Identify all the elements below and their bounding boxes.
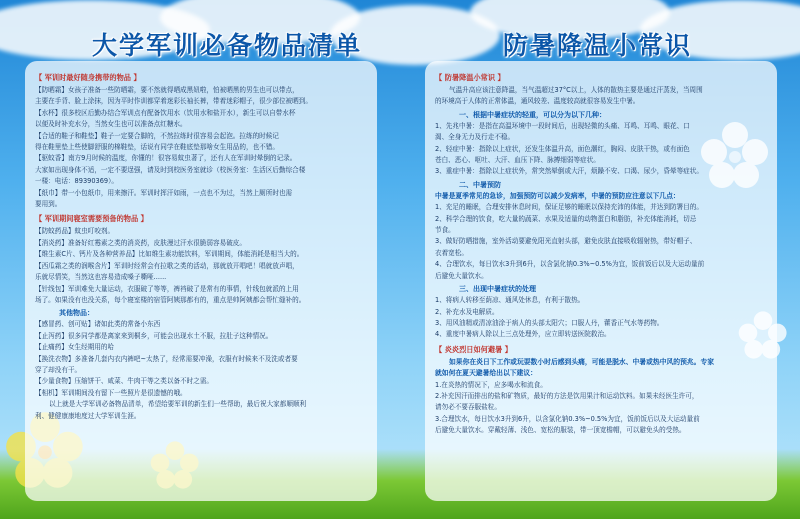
emphasis-line: 如果你在炎日下工作或玩耍数小时后感到头痛，可能是脱水、中暑或热中风的预兆。专家 — [449, 357, 715, 366]
text-line: 的环境高于人体的正常体温，通风较差、温度较高就很容易发生中暑。 — [435, 97, 640, 106]
left-title: 大学军训必备物品清单 — [92, 31, 363, 60]
text-line: 后避免大量饮水。穿戴轻薄、浅色、宽松的服装，带一顶宽檐帽，可以避免头的受热。 — [435, 426, 686, 435]
text-line: 苍白、恶心、呕吐、大汗、血压下降、脉搏细弱等症状。 — [435, 156, 600, 165]
text-line: 1.在炎热的情况下，应多喝水和流食。 — [435, 380, 547, 389]
text-line: 要用到。 — [35, 200, 62, 209]
text-line: 1、充足的睡眠，合理安排休息时间，保证足够的睡眠以保持充沛的体能，并达到防署目的。 — [435, 203, 703, 212]
right-title: 防暑降温小常识 — [503, 31, 693, 60]
text-line: 【西瓜霜之类的润喉含片】军训时经常会有拉歌之类的活动，那就放开唱吧！唱就放声唱， — [35, 261, 299, 270]
subsection-heading: 一、根据中暑症状的轻重，可以分为以下几种： — [459, 110, 606, 119]
text-line: 大家如出现身体不适，一定不要逞强，请及时到校医务室就诊（校医务室：生活区后勤综合楼 — [35, 165, 306, 174]
text-line: 3、做好防晒措施，室外活动要避免阳光直射头部，避免皮肤直接吸收辐射热，带好帽子、 — [435, 237, 697, 246]
text-line: 【驱蚊香】南方9月时候的温度，你懂的！很容易蚊虫著了，还有人在军训时晕倒的记录。 — [35, 154, 297, 163]
text-line: 2、科学合理的饮食，吃大量的蔬菜、水果及适量的动物蛋白和脂肪，补充体能消耗，切忌 — [435, 214, 697, 223]
text-line: 【防蚊药品】蚊虫叮咬剂。 — [35, 227, 115, 236]
text-line: 【相机】军训期间没有留下一些照片是很遗憾的哦。 — [35, 388, 187, 397]
text-line: 渴、全身无力及行走不稳。 — [435, 133, 515, 142]
text-line: 【感冒药、创可贴】诸如此类的常备小东西 — [35, 320, 161, 329]
text-line: 乐就尽情笑，当然这也容易造成嗓子嘶哑...... — [35, 273, 167, 282]
text-line: 【防晒霜】女孩子准备一些防晒霜，要不然就得晒成黑妞啦，怕被晒黑的男生也可以带点， — [35, 86, 299, 94]
text-line: 【止痛药】女生经期用的哈 — [35, 343, 115, 352]
text-line: 2、补充水及电解质。 — [435, 307, 499, 316]
text-line: 一楼：电话：89390369）。 — [35, 177, 119, 186]
text-line: 利、健健康康地度过大学军训生涯。 — [35, 411, 141, 420]
text-line: 请勿必不要吞服盐粒。 — [435, 403, 501, 412]
text-line: 3、重症中暑：指除以上症状外，常突然晕倒或大汗，烦躁不安、口渴、尿少，昏晕等症状。 — [435, 167, 703, 176]
text-line: 【止泻药】很多同学都是离家来到桐乡，可能会出现水土不服，拉肚子这种情况。 — [35, 331, 273, 340]
text-line: 3.合理饮水，每日饮水3升到6升，以含氯化钠0.3%~0.5%为宜，饭前饭后以及大运动量前 — [435, 414, 700, 423]
subsection-heading: 二、中暑预防 — [459, 180, 501, 189]
text-line: 以便及时补充水分，当然女生也可以准备点红糖水。 — [35, 120, 187, 129]
subsection-heading: 三、出现中暑症状的处理 — [459, 285, 536, 294]
text-line: 【消炎药】准备好红霉素之类的消炎药，皮肤漫过汗水很脆弱容易破皮。 — [35, 238, 246, 247]
text-line: 穿了却没有干。 — [35, 365, 82, 374]
text-line: 1、先兆中暑：是指在高温环境中一段时间后，出现轻微的头痛、耳鸣、耳鸣、眼花、口 — [435, 121, 690, 130]
text-line: 【针线包】军训难免大量运动，衣服破了等等，裤裆破了是常有的事情，针线包就派的上用 — [35, 284, 299, 293]
section-heading: 【 军训期间寝室需要预备的物品 】 — [35, 214, 148, 224]
section-heading: 【 防暑降温小常识 】 — [435, 73, 505, 82]
text-line: 3、用风油精或清凉油涂于病人的头部太阳穴；口服人丹，藿香正气水等药物。 — [435, 318, 664, 327]
text-line: 2.补充因汗而排出的盐和矿物质，最好的方法是饮用果汁和运动饮料。如果未经医生许可， — [435, 391, 699, 400]
text-line: 后避免大量饮水。 — [435, 271, 488, 280]
text-line: 【纸巾】带一小包纸巾，用来擦汗。军训时挥汗如雨，一点也不为过，当然上厕所时也需 — [35, 188, 293, 197]
emphasis-line: 中暑是夏季常见的急诊，加强预防可以减少发病率，中暑的预防应注意以下几点： — [435, 191, 680, 200]
section-heading: 【 军训时最好随身携带的物品 】 — [35, 73, 141, 82]
section-heading: 【 炎炎烈日如何避暑 】 — [435, 344, 512, 354]
text-line: 4、合理饮水，每日饮水3升到6升，以含氯化钠0.3%~0.5%为宜，饭前饭后以及大运动量前 — [435, 260, 705, 269]
text-line: 以上就是大学军训必备物品清单，希望给要军训的新生们一些帮助，最后祝大家都顺顺利 — [49, 400, 307, 409]
text-line: 主要在手背、脸上涂抹，因为平时作训都穿着迷彩长袖长裤，带着迷彩帽子，很少部位被晒到。 — [35, 97, 312, 106]
text-line: 【水杯】很多校区后勤办结合军训点有配备饮用水（饮用水和盐开水），新生可以自带水杯 — [35, 108, 296, 117]
text-line: 【维生素C片、钙片及各种营养品】比如维生素功能饮料，军训期间，体能消耗是相当大的。 — [35, 250, 304, 259]
text-line: 场了。如果没有也没关系，每个寝室楼的宿管阿姨那都有的，重点是帅阿姨都会帮忙缝补的。 — [35, 295, 306, 304]
text-line: 【换洗衣物】多准备几套内衣内裤吧~太热了，经常需要冲澡，衣服有时候来不及洗或者要 — [35, 354, 298, 363]
text-line: 2、轻症中暑：指除以上症状，还发生体温升高，面色潮红，胸闷、皮肤干热，或有面色 — [435, 144, 690, 153]
text-line: 节食。 — [435, 226, 455, 235]
text-line: 衣着宽松。 — [435, 248, 468, 257]
text-line: 【合适的鞋子和鞋垫】鞋子一定要合脚的，不然拉练时很容易会起泡。拉练的时候记 — [35, 131, 279, 140]
text-line: 4、重度中暑病人除以上三点处理外，应立即转送医院救治。 — [435, 330, 611, 339]
text-line: 气温升高应该注意降温，当气温超过37°C以上，人体的散热主要是通过汗蒸发，当周围 — [449, 86, 703, 94]
right-panel — [425, 61, 777, 501]
text-line: 1、将病人转移至荫凉、通风处休息，有利于散热。 — [435, 296, 585, 305]
text-line: 得在鞋里垫上些使脚舒服的棉鞋垫，话说有同学在鞋底垫那啥女生用品的，也不错。 — [35, 143, 279, 152]
subsection-heading: 其他物品： — [59, 309, 94, 318]
emphasis-line: 就如何在夏天避暑给出以下建议： — [435, 369, 537, 378]
text-line: 【少量食物】压缩饼干、咸菜、牛肉干等之类以备不时之需。 — [35, 377, 214, 386]
left-panel — [25, 61, 377, 501]
